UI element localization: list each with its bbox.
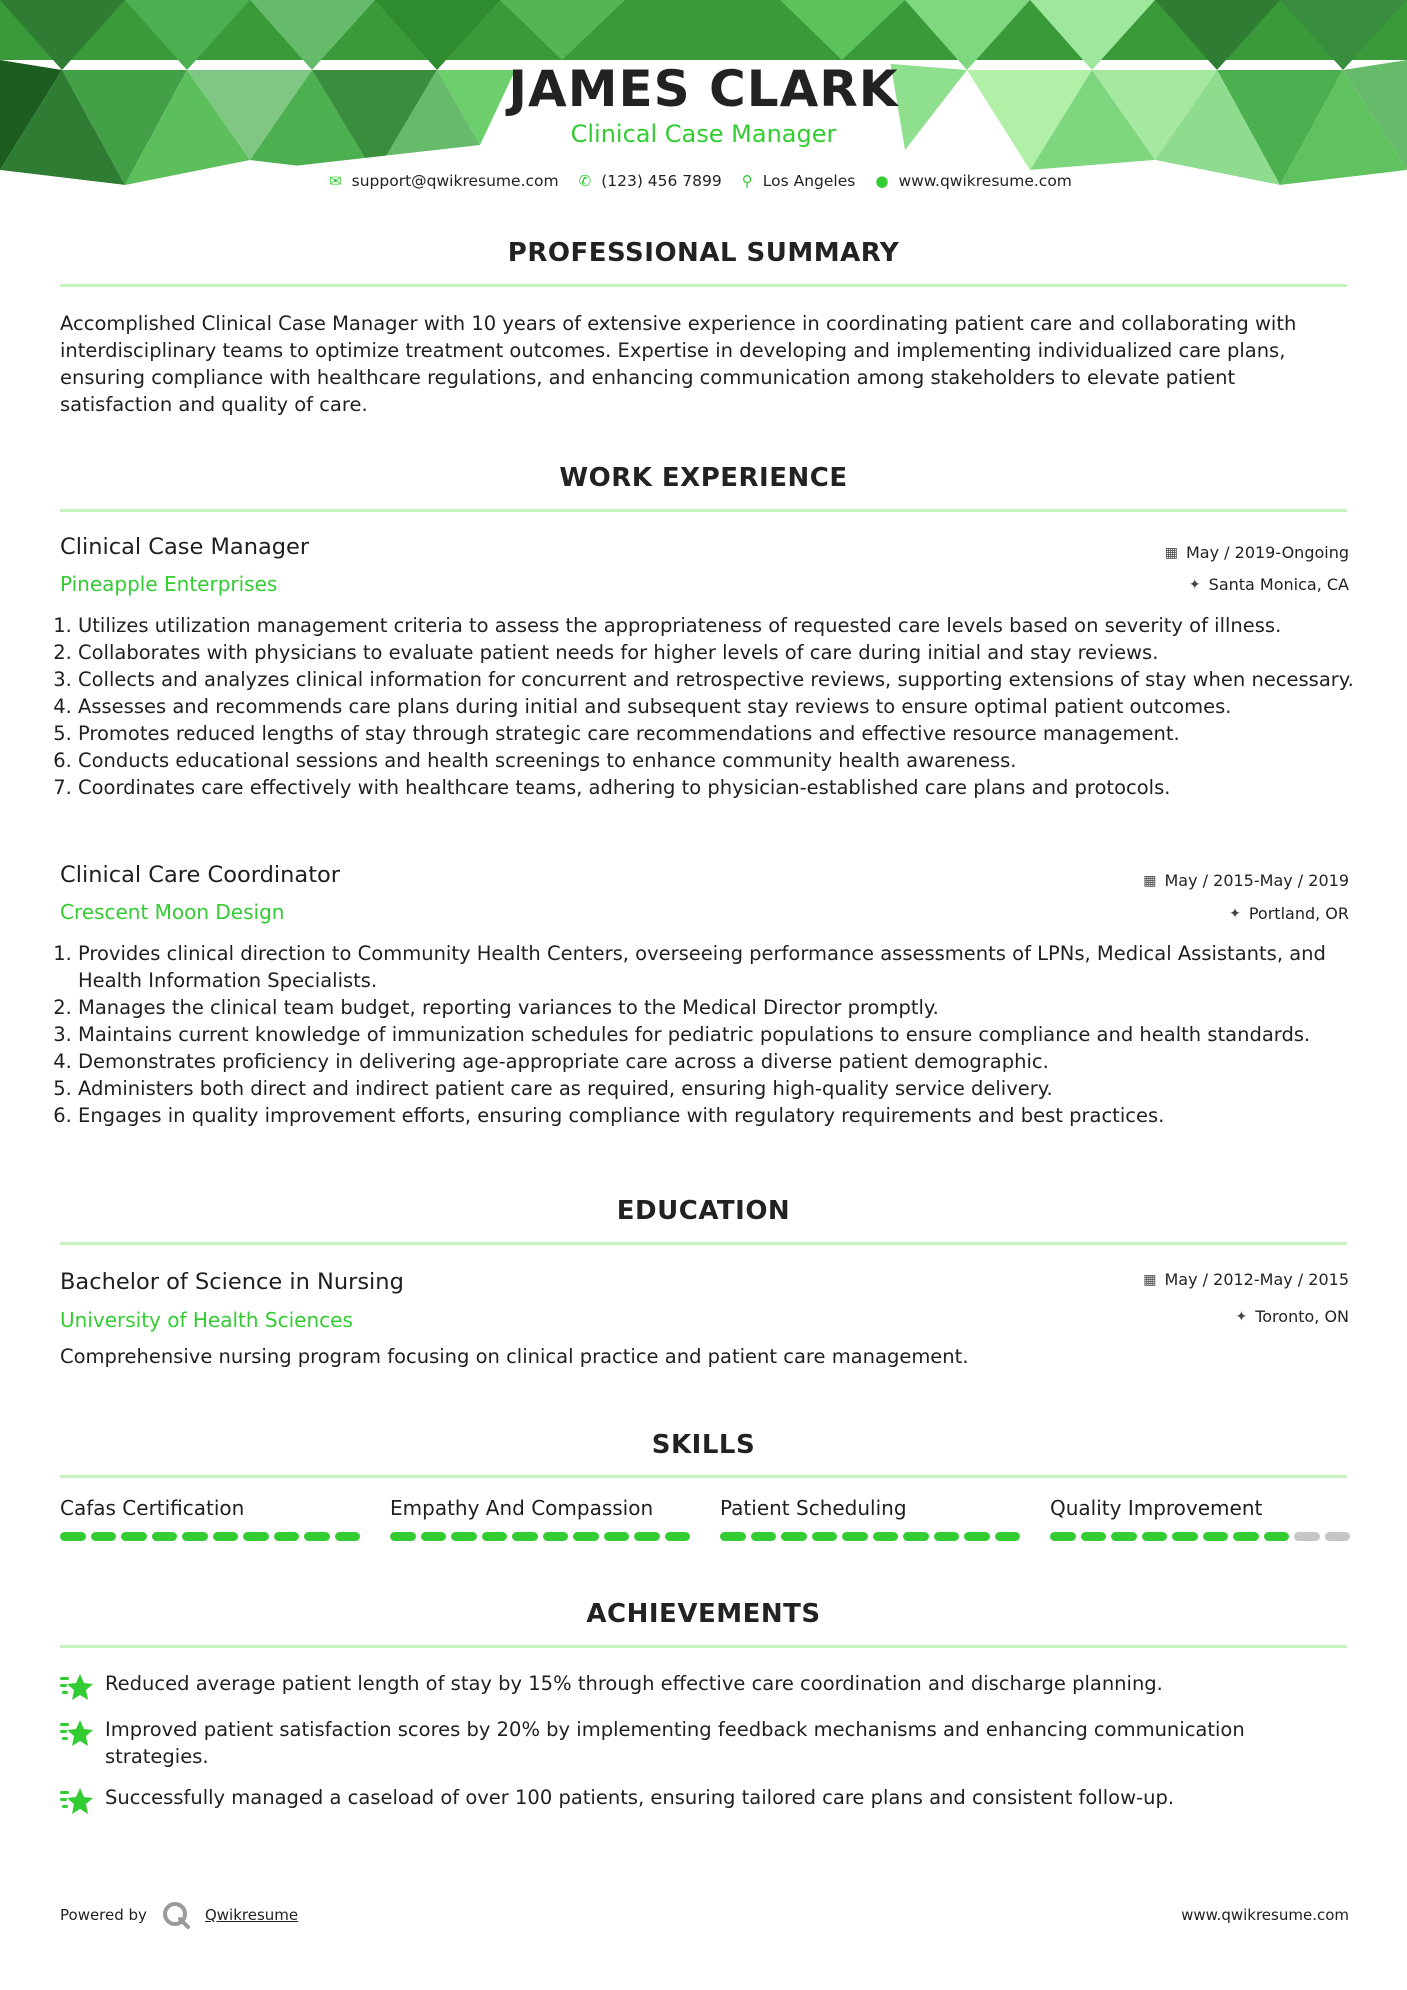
skill-segment-filled — [964, 1532, 990, 1541]
website-text: www.qwikresume.com — [898, 172, 1072, 190]
skill-name: Patient Scheduling — [720, 1496, 907, 1520]
skill-segment-empty — [1325, 1532, 1351, 1541]
job-location-text: Santa Monica, CA — [1208, 575, 1349, 594]
skill-segment-filled — [482, 1532, 508, 1541]
skill-segment-filled — [60, 1532, 86, 1541]
education-location — [1235, 1307, 1349, 1326]
experience-divider — [60, 509, 1347, 512]
list-item: 6. Conducts educational sessions and health screenings to enhance community health awareness. — [78, 747, 1388, 774]
skill-rating-bar — [390, 1532, 690, 1541]
skill-name: Quality Improvement — [1050, 1496, 1263, 1520]
location-text: Los Angeles — [762, 172, 856, 190]
skills-heading: SKILLS — [651, 1430, 756, 1460]
job-dates-text: May / 2019-Ongoing — [1186, 543, 1349, 562]
job-title: Clinical Care Coordinator — [60, 862, 341, 888]
achievements-list — [60, 1670, 1350, 1830]
star-award-icon — [60, 1718, 94, 1748]
summary-heading: PROFESSIONAL SUMMARY — [507, 238, 900, 268]
experience-heading: WORK EXPERIENCE — [559, 463, 848, 493]
skill-segment-filled — [873, 1532, 899, 1541]
contact-website[interactable] — [875, 172, 1072, 190]
list-item — [60, 1716, 1350, 1770]
list-item — [60, 1784, 1350, 1816]
envelope-icon: ✉ — [329, 172, 342, 190]
skill-item — [720, 1496, 1020, 1541]
skill-segment-filled — [451, 1532, 477, 1541]
skill-segment-filled — [1233, 1532, 1259, 1541]
skill-segment-filled — [152, 1532, 178, 1541]
candidate-name: JAMES CLARK — [508, 60, 899, 118]
skill-segment-filled — [812, 1532, 838, 1541]
skill-segment-filled — [121, 1532, 147, 1541]
education-description: Comprehensive nursing program focusing on clinical practice and patient care management. — [60, 1345, 969, 1368]
skill-segment-filled — [573, 1532, 599, 1541]
calendar-icon: ▦ — [1143, 1271, 1157, 1288]
list-item: 5. Administers both direct and indirect patient care as required, ensuring high-quality service delivery. — [78, 1075, 1388, 1102]
footer-url[interactable]: www.qwikresume.com — [1181, 1906, 1349, 1924]
education-dates — [1143, 1270, 1349, 1289]
skill-segment-filled — [1111, 1532, 1137, 1541]
job-dates — [1143, 871, 1349, 890]
list-item: 4. Assesses and recommends care plans during initial and subsequent stay reviews to ensure optimal patient outcomes. — [78, 693, 1388, 720]
powered-by — [60, 1900, 298, 1930]
powered-by-label: Powered by — [60, 1906, 147, 1924]
skill-segment-filled — [634, 1532, 660, 1541]
summary-text: Accomplished Clinical Case Manager with 10 years of extensive experience in coordinating patient care and collaborating with interdisciplinary teams to optimize treatment outcomes. Expertise in developing and implementing individualized care plans, ensuring compliance with healthcare regulations, and enhancing communication among stakeholders to elevate patient satisfaction and quality of care. — [60, 312, 1297, 416]
skill-segment-filled — [421, 1532, 447, 1541]
skill-segment-filled — [934, 1532, 960, 1541]
education-heading: EDUCATION — [616, 1196, 791, 1226]
contact-bar — [0, 172, 1407, 190]
skill-item — [390, 1496, 690, 1541]
email-text: support@qwikresume.com — [351, 172, 559, 190]
star-award-icon — [60, 1672, 94, 1702]
skill-segment-filled — [1203, 1532, 1229, 1541]
contact-email[interactable] — [329, 172, 559, 190]
skill-segment-filled — [512, 1532, 538, 1541]
pin-icon: ✦ — [1229, 905, 1241, 922]
skill-segment-filled — [91, 1532, 117, 1541]
job-company: Crescent Moon Design — [60, 900, 285, 924]
job-location — [1189, 575, 1349, 594]
skill-segment-filled — [720, 1532, 746, 1541]
achievement-text: Successfully managed a caseload of over 100 patients, ensuring tailored care plans and consistent follow-up. — [105, 1786, 1175, 1809]
map-pin-icon: ⚲ — [741, 172, 753, 190]
skills-divider — [60, 1475, 1347, 1478]
skill-segment-filled — [781, 1532, 807, 1541]
footer — [60, 1900, 1349, 1930]
contact-phone[interactable] — [579, 172, 722, 190]
list-item: 3. Collects and analyzes clinical information for concurrent and retrospective reviews, supporting extensions of stay when necessary. — [78, 666, 1388, 693]
phone-icon: ✆ — [578, 172, 592, 190]
pin-icon: ✦ — [1235, 1308, 1248, 1325]
brand-link[interactable]: Qwikresume — [204, 1906, 299, 1924]
skill-segment-filled — [543, 1532, 569, 1541]
education-divider — [60, 1242, 1347, 1245]
candidate-title: Clinical Case Manager — [570, 120, 837, 148]
skill-rating-bar — [1050, 1532, 1350, 1541]
list-item: 2. Collaborates with physicians to evaluate patient needs for higher levels of care during initial and stay reviews. — [78, 639, 1388, 666]
contact-location — [742, 172, 856, 190]
list-item: 7. Coordinates care effectively with healthcare teams, adhering to physician-established care plans and protocols. — [78, 774, 1388, 801]
qwikresume-logo-icon — [161, 1900, 191, 1930]
skill-segment-filled — [665, 1532, 691, 1541]
skill-segment-filled — [751, 1532, 777, 1541]
skill-segment-filled — [1081, 1532, 1107, 1541]
list-item — [60, 1670, 1350, 1702]
pin-icon: ✦ — [1188, 576, 1201, 593]
job-bullets — [42, 940, 1388, 1129]
skill-segment-empty — [1294, 1532, 1320, 1541]
skill-segment-filled — [243, 1532, 269, 1541]
skill-segment-filled — [390, 1532, 416, 1541]
calendar-icon: ▦ — [1143, 872, 1157, 889]
list-item: 6. Engages in quality improvement efforts, ensuring compliance with regulatory requirements and best practices. — [78, 1102, 1388, 1129]
skill-segment-filled — [995, 1532, 1021, 1541]
achievements-divider — [60, 1645, 1347, 1648]
achievement-text: Reduced average patient length of stay by 15% through effective care coordination and discharge planning. — [105, 1672, 1163, 1695]
skill-segment-filled — [1142, 1532, 1168, 1541]
school-name: University of Health Sciences — [60, 1308, 353, 1332]
skill-segment-filled — [182, 1532, 208, 1541]
skill-rating-bar — [60, 1532, 360, 1541]
skill-item — [60, 1496, 360, 1541]
skill-segment-filled — [903, 1532, 929, 1541]
job-title: Clinical Case Manager — [60, 534, 310, 560]
skill-segment-filled — [604, 1532, 630, 1541]
list-item: 1. Provides clinical direction to Community Health Centers, overseeing performance assessments of LPNs, Medical Assistants, and Health Information Specialists. — [78, 940, 1388, 994]
skill-segment-filled — [1264, 1532, 1290, 1541]
star-award-icon — [60, 1786, 94, 1816]
skills-grid — [60, 1496, 1350, 1541]
skill-segment-filled — [335, 1532, 361, 1541]
list-item: 1. Utilizes utilization management criteria to assess the appropriateness of requested care levels based on severity of illness. — [78, 612, 1388, 639]
education-dates-text: May / 2012-May / 2015 — [1164, 1270, 1349, 1289]
job-bullets — [42, 612, 1388, 801]
skill-segment-filled — [304, 1532, 330, 1541]
achievement-text: Improved patient satisfaction scores by 20% by implementing feedback mechanisms and enhancing communication strategies. — [105, 1718, 1245, 1768]
skill-segment-filled — [842, 1532, 868, 1541]
skill-segment-filled — [274, 1532, 300, 1541]
job-company: Pineapple Enterprises — [60, 572, 278, 596]
skill-rating-bar — [720, 1532, 1020, 1541]
list-item: 2. Manages the clinical team budget, reporting variances to the Medical Director promptly. — [78, 994, 1388, 1021]
skill-name: Cafas Certification — [60, 1496, 245, 1520]
skill-segment-filled — [1172, 1532, 1198, 1541]
list-item: 4. Demonstrates proficiency in delivering age-appropriate care across a diverse patient demographic. — [78, 1048, 1388, 1075]
skill-item — [1050, 1496, 1350, 1541]
achievements-heading: ACHIEVEMENTS — [586, 1599, 821, 1629]
summary-divider — [60, 284, 1347, 287]
list-item: 5. Promotes reduced lengths of stay through strategic care recommendations and effective resource management. — [78, 720, 1388, 747]
calendar-icon: ▦ — [1164, 544, 1178, 561]
list-item: 3. Maintains current knowledge of immunization schedules for pediatric populations to ensure compliance and health standards. — [78, 1021, 1388, 1048]
skill-name: Empathy And Compassion — [390, 1496, 654, 1520]
phone-text: (123) 456 7899 — [601, 172, 722, 190]
job-location-text: Portland, OR — [1248, 904, 1349, 923]
job-dates — [1165, 543, 1349, 562]
skill-segment-filled — [1050, 1532, 1076, 1541]
degree-title: Bachelor of Science in Nursing — [60, 1269, 404, 1295]
globe-icon: ● — [875, 172, 889, 190]
job-dates-text: May / 2015-May / 2019 — [1164, 871, 1349, 890]
skill-segment-filled — [213, 1532, 239, 1541]
education-location-text: Toronto, ON — [1255, 1307, 1349, 1326]
job-location — [1229, 904, 1349, 923]
